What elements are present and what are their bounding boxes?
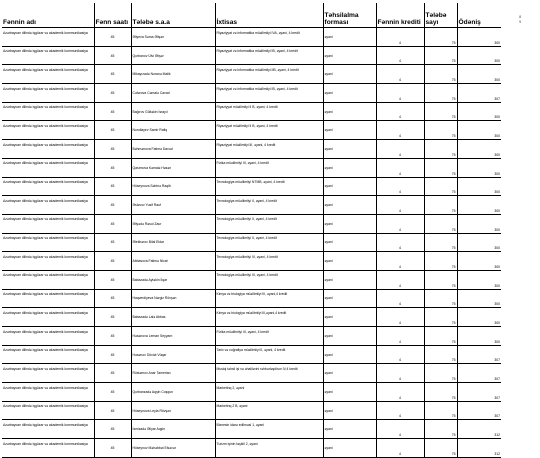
table-row: [2, 383, 501, 402]
cell-saat: 45: [94, 345, 131, 364]
header-telebe-sayi: Tələbə sayı: [424, 3, 457, 28]
cell-fenn: Azərbaycan dilində işgüzar və akademik kommunikasiya: [2, 270, 94, 289]
cell-ixtisas: Marketinq 2, əyani: [215, 383, 323, 402]
cell-ixtisas: Riyaziyyat və informatika müəllimliyi IB, əyani, 4 kredit: [215, 84, 323, 103]
cell-telebe: Hüseynov Məhəbbət Elsəvər: [131, 439, 215, 458]
cell-telebe: Qurbanzadə Aqşin Coşqun: [131, 383, 215, 402]
cell-ixtisas: Riyaziyyat müəllimliyi III, əyani, 4 kredit: [215, 140, 323, 159]
cell-telebe: Babazadə Aytəkin İlqar: [131, 270, 215, 289]
cell-say: 75: [424, 308, 457, 327]
cell-odenis: 300: [457, 308, 501, 327]
page-indicator: 8 9: [519, 14, 528, 24]
cell-fenn: Azərbaycan dilində işgüzar və akademik kommunikasiya: [2, 102, 94, 121]
cell-saat: 45: [94, 289, 131, 308]
cell-fenn: Azərbaycan dilində işgüzar və akademik kommunikasiya: [2, 214, 94, 233]
cell-saat: 45: [94, 177, 131, 196]
cell-odenis: 300: [457, 196, 501, 215]
cell-say: 75: [424, 158, 457, 177]
payment-table: [2, 3, 501, 458]
cell-odenis: 300: [457, 28, 501, 47]
cell-odenis: 300: [457, 327, 501, 346]
cell-saat: 45: [94, 270, 131, 289]
cell-fenn: Azərbaycan dilində işgüzar və akademik kommunikasiya: [2, 439, 94, 458]
cell-forma: əyani: [323, 196, 376, 215]
cell-ixtisas: Kimya və biologiya müəllimliyi III, əyani,4 kredit: [215, 289, 323, 308]
table-row: [2, 102, 501, 121]
table-row: [2, 289, 501, 308]
cell-fenn: Azərbaycan dilində işgüzar və akademik kommunikasiya: [2, 233, 94, 252]
cell-odenis: 300: [457, 158, 501, 177]
table-row: [2, 28, 501, 47]
cell-say: 75: [424, 289, 457, 308]
header-ixtisas: İxtisas: [215, 3, 323, 28]
cell-ixtisas: Tarix və coğrafiya müəllimliyi II, əyani, 4 kredit: [215, 345, 323, 364]
cell-kredit: 4: [376, 383, 424, 402]
cell-fenn: Azərbaycan dilində işgüzar və akademik kommunikasiya: [2, 196, 94, 215]
cell-say: 75: [424, 28, 457, 47]
cell-odenis: 312: [457, 439, 501, 458]
cell-ixtisas: Fizika müəllimliyi III, əyani, 4 kredit: [215, 327, 323, 346]
table-row: [2, 345, 501, 364]
cell-say: 75: [424, 439, 457, 458]
cell-ixtisas: Texnologiya müəllimliyi II, əyani, 4 kredit: [215, 214, 323, 233]
cell-say: 75: [424, 327, 457, 346]
cell-fenn: Azərbaycan dilində işgüzar və akademik kommunikasiya: [2, 140, 94, 159]
cell-say: 75: [424, 65, 457, 84]
cell-fenn: Azərbaycan dilində işgüzar və akademik kommunikasiya: [2, 308, 94, 327]
cell-ixtisas: Riyaziyyat və informatika müəllimliyi IVA, əyani, 4 kredit: [215, 28, 323, 47]
cell-telebe: Bəhmənova Fatimə Davud: [131, 140, 215, 159]
cell-say: 75: [424, 196, 457, 215]
cell-telebe: Babazadə Lalə Abbas: [131, 308, 215, 327]
table-row: [2, 140, 501, 159]
cell-ixtisas: Texnologiya müəllimliyi II, əyani, 4 kredit: [215, 196, 323, 215]
cell-telebe: Cəfərova Cəmalə Cavad: [131, 84, 215, 103]
cell-telebe: Qurbanov Ülvi Əlişər: [131, 46, 215, 65]
table-row: [2, 252, 501, 271]
cell-fenn: Azərbaycan dilində işgüzar və akademik kommunikasiya: [2, 28, 94, 47]
header-fenn-saati: Fənn saatı: [94, 3, 131, 28]
cell-saat: 45: [94, 65, 131, 84]
cell-odenis: 307: [457, 383, 501, 402]
table-row: [2, 121, 501, 140]
cell-telebe: Rüstəmov Anar Tamerlan: [131, 364, 215, 383]
cell-odenis: 300: [457, 46, 501, 65]
table-row: [2, 177, 501, 196]
table-row: [2, 439, 501, 458]
cell-saat: 45: [94, 327, 131, 346]
cell-saat: 45: [94, 420, 131, 439]
cell-forma: əyani: [323, 140, 376, 159]
cell-forma: əyani: [323, 65, 376, 84]
cell-odenis: 307: [457, 345, 501, 364]
cell-kredit: 4: [376, 121, 424, 140]
cell-saat: 45: [94, 196, 131, 215]
table-row: [2, 65, 501, 84]
cell-telebe: Hüseynova Səbinə Raqib: [131, 177, 215, 196]
cell-fenn: Azərbaycan dilində işgüzar və akademik kommunikasiya: [2, 364, 94, 383]
cell-say: 75: [424, 84, 457, 103]
cell-ixtisas: Texnologiya müəllimliyi III, əyani, 4 kredit: [215, 252, 323, 271]
cell-kredit: 4: [376, 439, 424, 458]
cell-ixtisas: Biznesin idarə edilməsi 1, əyani: [215, 420, 323, 439]
cell-odenis: 312: [457, 420, 501, 439]
cell-forma: əyani: [323, 158, 376, 177]
cell-telebe: Hüseynova Leyla Rövşən: [131, 401, 215, 420]
header-tehsil-formasi: Təhsilalma forması: [323, 3, 376, 28]
cell-kredit: 4: [376, 233, 424, 252]
cell-forma: əyani: [323, 383, 376, 402]
cell-forma: əyani: [323, 345, 376, 364]
cell-kredit: 4: [376, 214, 424, 233]
cell-kredit: 4: [376, 270, 424, 289]
cell-telebe: Həsənov Dövlət Vüqar: [131, 345, 215, 364]
header-row: [2, 3, 501, 28]
cell-telebe: Abbasova Fatimə Nicat: [131, 252, 215, 271]
cell-say: 75: [424, 233, 457, 252]
cell-kredit: 4: [376, 327, 424, 346]
cell-telebe: Həsənova Leman Seyyam: [131, 327, 215, 346]
cell-forma: əyani: [323, 270, 376, 289]
cell-telebe: Əlekbərov Bilal Eldar: [131, 233, 215, 252]
cell-ixtisas: Texnologiya müəllimliyi III, əyani, 4 kredit: [215, 270, 323, 289]
cell-odenis: 300: [457, 270, 501, 289]
cell-ixtisas: Kimya və biologiya müəllimliyi III,əyani,4 kredit: [215, 308, 323, 327]
cell-odenis: 300: [457, 140, 501, 159]
cell-kredit: 4: [376, 177, 424, 196]
cell-saat: 45: [94, 233, 131, 252]
cell-telebe: Mikayızadə Nuranə Malik: [131, 65, 215, 84]
cell-say: 75: [424, 140, 457, 159]
cell-ixtisas: Turizm işinin təşkili 2, əyani: [215, 439, 323, 458]
header-telebe: Tələbə s.a.a: [131, 3, 215, 28]
cell-saat: 45: [94, 46, 131, 65]
cell-forma: əyani: [323, 28, 376, 47]
cell-fenn: Azərbaycan dilində işgüzar və akademik kommunikasiya: [2, 65, 94, 84]
cell-fenn: Azərbaycan dilində işgüzar və akademik kommunikasiya: [2, 121, 94, 140]
cell-ixtisas: Marketinq 2 B, əyani: [215, 401, 323, 420]
cell-kredit: 4: [376, 420, 424, 439]
cell-forma: əyani: [323, 252, 376, 271]
cell-fenn: Azərbaycan dilində işgüzar və akademik kommunikasiya: [2, 420, 94, 439]
cell-forma: əyani: [323, 439, 376, 458]
cell-kredit: 4: [376, 289, 424, 308]
cell-kredit: 4: [376, 158, 424, 177]
cell-telebe: Əsləvov Yusif Rauf: [131, 196, 215, 215]
cell-odenis: 300: [457, 177, 501, 196]
cell-say: 75: [424, 401, 457, 420]
cell-say: 75: [424, 252, 457, 271]
cell-forma: əyani: [323, 177, 376, 196]
cell-fenn: Azərbaycan dilində işgüzar və akademik kommunikasiya: [2, 345, 94, 364]
cell-forma: əyani: [323, 84, 376, 103]
cell-forma: əyani: [323, 308, 376, 327]
cell-say: 75: [424, 420, 457, 439]
cell-ixtisas: Texnologiya müəllimliyi NTMB, əyani, 4 kredit: [215, 177, 323, 196]
cell-kredit: 4: [376, 252, 424, 271]
table-body: [2, 28, 501, 458]
cell-say: 75: [424, 364, 457, 383]
cell-fenn: Azərbaycan dilində işgüzar və akademik kommunikasiya: [2, 252, 94, 271]
table-row: [2, 270, 501, 289]
cell-saat: 45: [94, 308, 131, 327]
cell-ixtisas: Fizika müəllimliyi III, əyani, 4 kredit: [215, 158, 323, 177]
cell-kredit: 4: [376, 401, 424, 420]
cell-kredit: 4: [376, 46, 424, 65]
cell-fenn: Azərbaycan dilində işgüzar və akademik kommunikasiya: [2, 289, 94, 308]
cell-saat: 45: [94, 28, 131, 47]
cell-fenn: Azərbaycan dilində işgüzar və akademik kommunikasiya: [2, 383, 94, 402]
cell-fenn: Azərbaycan dilində işgüzar və akademik kommunikasiya: [2, 401, 94, 420]
cell-kredit: 4: [376, 364, 424, 383]
cell-say: 75: [424, 102, 457, 121]
payment-sheet: [2, 3, 501, 458]
cell-telebe: Nurullayev Samir Rafiq: [131, 121, 215, 140]
cell-forma: əyani: [323, 420, 376, 439]
cell-saat: 45: [94, 364, 131, 383]
cell-fenn: Azərbaycan dilində işgüzar və akademik kommunikasiya: [2, 84, 94, 103]
cell-kredit: 4: [376, 308, 424, 327]
cell-say: 75: [424, 270, 457, 289]
cell-telebe: Bağırov Gültəkin İsrayıl: [131, 102, 215, 121]
cell-say: 75: [424, 121, 457, 140]
cell-odenis: 300: [457, 102, 501, 121]
header-fenn-krediti: Fənnin krediti: [376, 3, 424, 28]
cell-telebe: İsmizadə Əliyar Aqşin: [131, 420, 215, 439]
cell-say: 75: [424, 177, 457, 196]
cell-fenn: Azərbaycan dilində işgüzar və akademik kommunikasiya: [2, 177, 94, 196]
cell-saat: 45: [94, 158, 131, 177]
cell-saat: 45: [94, 140, 131, 159]
cell-telebe: Qasımova Kəmalə Həsən: [131, 158, 215, 177]
cell-telebe: Haqverdiyeva Nərgiz Rövşən: [131, 289, 215, 308]
table-row: [2, 420, 501, 439]
cell-telebe: Əliyeva Səma Əlişən: [131, 28, 215, 47]
cell-ixtisas: Riyaziyyat və informatika müəllimliyi IB, əyani, 4 kredit: [215, 46, 323, 65]
table-row: [2, 308, 501, 327]
table-row: [2, 233, 501, 252]
cell-saat: 45: [94, 383, 131, 402]
cell-forma: əyani: [323, 121, 376, 140]
cell-odenis: 307: [457, 364, 501, 383]
cell-say: 75: [424, 46, 457, 65]
header-fenn-adi: Fənnin adı: [2, 3, 94, 28]
cell-say: 75: [424, 383, 457, 402]
cell-forma: əyani: [323, 327, 376, 346]
cell-forma: əyani: [323, 46, 376, 65]
cell-kredit: 4: [376, 84, 424, 103]
cell-saat: 45: [94, 252, 131, 271]
cell-saat: 45: [94, 401, 131, 420]
cell-odenis: 307: [457, 401, 501, 420]
cell-odenis: 300: [457, 65, 501, 84]
cell-odenis: 300: [457, 214, 501, 233]
cell-odenis: 307: [457, 84, 501, 103]
cell-telebe: Əliyədə Rəsul Zaur: [131, 214, 215, 233]
cell-odenis: 300: [457, 289, 501, 308]
table-row: [2, 196, 501, 215]
cell-ixtisas: Texnologiya müəllimliyi II, əyani, 4 kredit: [215, 233, 323, 252]
cell-saat: 45: [94, 121, 131, 140]
cell-kredit: 4: [376, 345, 424, 364]
cell-forma: əyani: [323, 102, 376, 121]
cell-say: 75: [424, 214, 457, 233]
cell-forma: əyani: [323, 401, 376, 420]
table-row: [2, 46, 501, 65]
table-row: [2, 327, 501, 346]
cell-forma: əyani: [323, 289, 376, 308]
cell-forma: əyani: [323, 214, 376, 233]
cell-saat: 45: [94, 214, 131, 233]
cell-ixtisas: Riyaziyyat və informatika müəllimliyi IIB, əyani, 4 kredit: [215, 65, 323, 84]
cell-saat: 45: [94, 102, 131, 121]
cell-fenn: Azərbaycan dilində işgüzar və akademik kommunikasiya: [2, 46, 94, 65]
table-row: [2, 401, 501, 420]
cell-kredit: 4: [376, 65, 424, 84]
cell-saat: 45: [94, 84, 131, 103]
cell-fenn: Azərbaycan dilində işgüzar və akademik kommunikasiya: [2, 327, 94, 346]
cell-saat: 45: [94, 439, 131, 458]
table-row: [2, 364, 501, 383]
cell-odenis: 300: [457, 252, 501, 271]
cell-odenis: 300: [457, 233, 501, 252]
cell-kredit: 4: [376, 196, 424, 215]
cell-say: 75: [424, 345, 457, 364]
cell-kredit: 4: [376, 102, 424, 121]
cell-ixtisas: Musiqi təhsil işi və əhalilərini rəhbərləşdirən IV,4 kredit: [215, 364, 323, 383]
cell-forma: əyani: [323, 233, 376, 252]
header-odenis: Ödəniş: [457, 3, 501, 28]
cell-kredit: 4: [376, 28, 424, 47]
cell-fenn: Azərbaycan dilində işgüzar və akademik kommunikasiya: [2, 158, 94, 177]
table-row: [2, 214, 501, 233]
table-row: [2, 84, 501, 103]
cell-odenis: 300: [457, 121, 501, 140]
cell-ixtisas: Riyaziyyat müəllimliyi II B, əyani, 4 kredit: [215, 121, 323, 140]
table-row: [2, 158, 501, 177]
cell-ixtisas: Riyaziyyat müəllimliyi II B, əyani, 4 kredit: [215, 102, 323, 121]
cell-forma: əyani: [323, 364, 376, 383]
cell-kredit: 4: [376, 140, 424, 159]
